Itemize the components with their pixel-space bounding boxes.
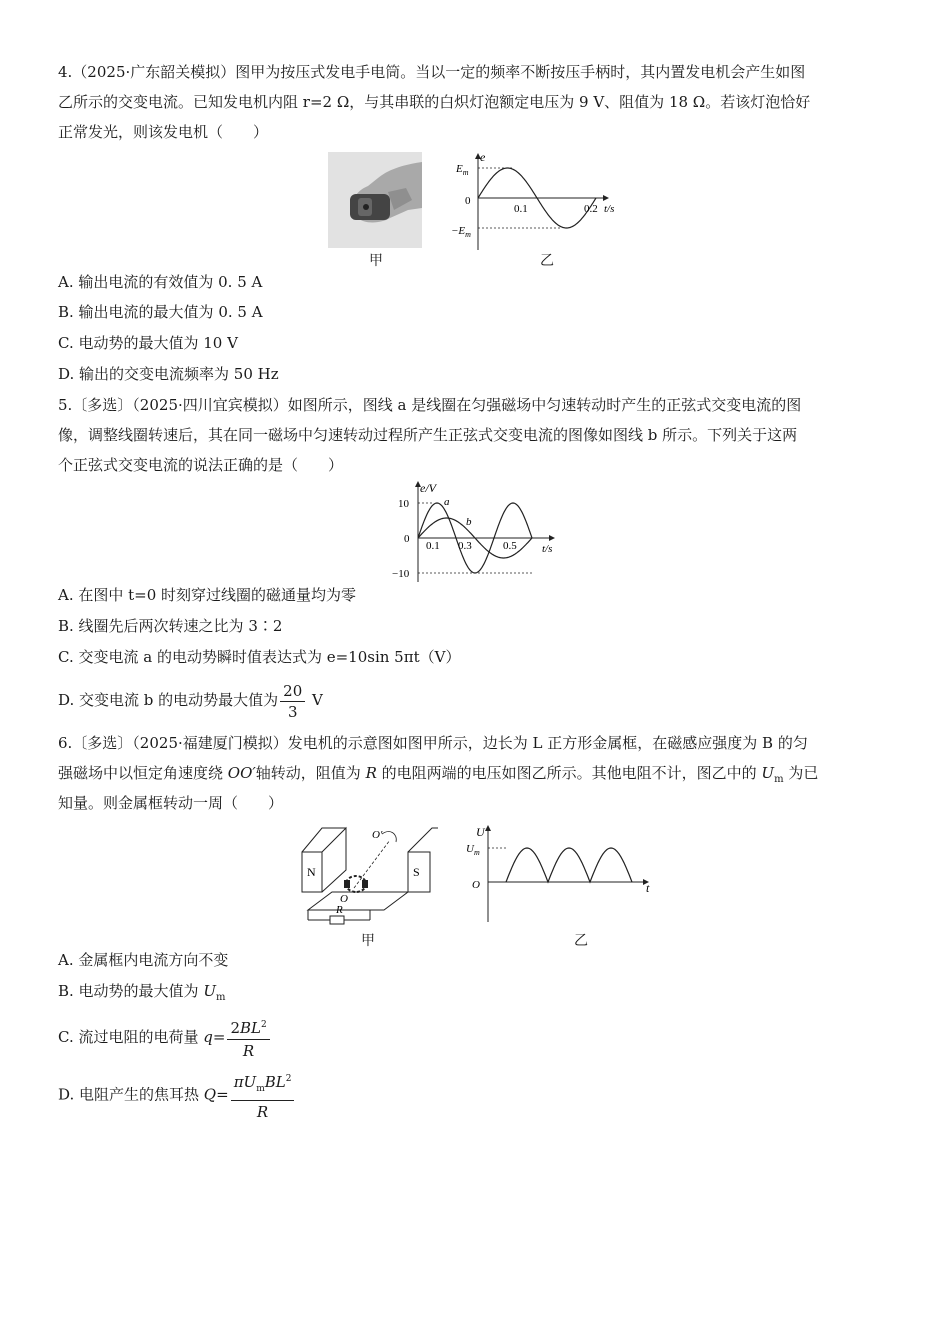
q5-stem-line1: 5.〔多选〕（2025·四川宜宾模拟）如图所示，图线 a 是线圈在匀强磁场中匀速转动时产生的正弦式交变电流的图 xyxy=(58,396,802,414)
q6-option-c xyxy=(58,1012,272,1062)
q6-stem-line2: 强磁场中以恒定角速度绕 OO′轴转动，阻值为 R 的电阻两端的电压如图乙所示。其他电阻不计，图乙中的 $U_m$ 为已 xyxy=(58,764,819,785)
q5-stem-line2: 像，调整线圈转速后，其在同一磁场中匀速转动过程所产生正弦式交变电流的图像如图线 b 所示。下列关于这两 xyxy=(58,426,798,444)
q5-stem-line3: 个正弦式交变电流的说法正确的是（ ） xyxy=(58,456,344,474)
q6-option-d xyxy=(58,1068,296,1123)
q5-option-d-fraction xyxy=(280,681,305,722)
q5-option-a: A. 在图中 t=0 时刻穿过线圈的磁通量均为零 xyxy=(58,586,357,604)
q6-option-b: B. 电动势的最大值为 $U_m$ xyxy=(58,982,226,1003)
q5-label-a: a xyxy=(444,496,450,508)
q4-tick-02: 0.2 xyxy=(584,203,598,215)
q4-option-a: A. 输出电流的有效值为 0. 5 A xyxy=(58,273,263,291)
q6-caption-jia: 甲 xyxy=(361,933,375,949)
q6-voltage-graph xyxy=(462,822,662,924)
q6-c-num: $2BL^2$ xyxy=(227,1014,269,1040)
q4-emax-label: $E_m$ xyxy=(456,163,469,177)
q5-option-d xyxy=(58,678,323,722)
axis-o-prime-label: O′ xyxy=(372,829,383,841)
q6-c-den: R xyxy=(242,1042,255,1060)
q5-option-c: C. 交变电流 a 的电动势瞬时值表达式为 e=10sin 5πt（V） xyxy=(58,648,461,666)
q5-option-d-unit: V xyxy=(312,691,323,709)
q4-origin-label: 0 xyxy=(465,195,471,207)
q4-stem-line3: 正常发光，则该发电机（ ） xyxy=(58,123,269,141)
q5-ymax-label: 10 xyxy=(398,498,409,510)
q6-option-c-text: C. 流过电阻的电荷量 q= xyxy=(58,1028,226,1046)
q6-y-label: U xyxy=(476,825,485,839)
q4-option-b: B. 输出电流的最大值为 0. 5 A xyxy=(58,303,263,321)
q6-option-d-fraction xyxy=(231,1068,295,1123)
q4-tick-01: 0.1 xyxy=(514,203,528,215)
q5-tick-05: 0.5 xyxy=(503,540,517,552)
q4-x-label: t/s xyxy=(604,203,615,215)
q6-caption-yi: 乙 xyxy=(574,933,588,949)
q4-emf-graph xyxy=(448,150,628,252)
q6-stem-line1: 6.〔多选〕（2025·福建厦门模拟）发电机的示意图如图甲所示，边长为 L 正方形金属框，在磁感应强度为 B 的匀 xyxy=(58,734,808,752)
q5-tick-01: 0.1 xyxy=(426,540,440,552)
q6-d-den: R xyxy=(256,1103,269,1121)
q6-option-c-fraction xyxy=(227,1014,269,1062)
q5-emf-graph xyxy=(382,478,572,584)
q5-frac-num: 20 xyxy=(280,681,305,702)
q4-stem-line2: 乙所示的交变电流。已知发电机内阻 r=2 Ω，与其串联的白炽灯泡额定电压为 9 V、阻值为 18 Ω。若该灯泡恰好 xyxy=(58,93,811,111)
q5-option-d-text: D. 交变电流 b 的电动势最大值为 xyxy=(58,691,279,709)
q5-option-b: B. 线圈先后两次转速之比为 3∶2 xyxy=(58,617,283,635)
magnet-n-label: N xyxy=(307,865,316,879)
q6-generator-diagram xyxy=(300,822,440,930)
q6-option-d-text: D. 电阻产生的焦耳热 Q= xyxy=(58,1085,229,1104)
q5-frac-den: 3 xyxy=(287,702,298,721)
q4-caption-yi: 乙 xyxy=(540,253,554,269)
q6-d-num: $\pi U_mBL^2$ xyxy=(231,1068,295,1101)
q4-option-c: C. 电动势的最大值为 10 V xyxy=(58,334,238,352)
q4-stem-line1: 4.（2025·广东韶关模拟）图甲为按压式发电手电筒。当以一定的频率不断按压手柄时，其内置发电机会产生如图 xyxy=(58,63,806,81)
q6-origin-label: O xyxy=(472,879,480,891)
q5-ymin-label: −10 xyxy=(392,568,410,580)
q4-y-label: e xyxy=(480,150,486,164)
q5-tick-03: 0.3 xyxy=(458,540,472,552)
q5-origin-label: 0 xyxy=(404,533,410,545)
q4-option-d: D. 输出的交变电流频率为 50 Hz xyxy=(58,365,279,383)
q6-umax-label: $U_m$ xyxy=(466,843,480,857)
q5-x-label: t/s xyxy=(542,543,553,555)
q5-label-b: b xyxy=(466,516,472,528)
q5-y-label: e/V xyxy=(420,481,436,495)
q6-stem-line3: 知量。则金属框转动一周（ ） xyxy=(58,794,284,812)
q6-option-a: A. 金属框内电流方向不变 xyxy=(58,951,229,969)
q4-emin-label: $-E_m$ xyxy=(451,225,471,239)
q6-x-label: t xyxy=(646,881,650,895)
resistor-r-label: R xyxy=(336,904,343,916)
flashlight-photo xyxy=(328,152,422,248)
axis-o-label: O xyxy=(340,893,348,905)
magnet-s-label: S xyxy=(413,865,420,879)
q4-caption-jia: 甲 xyxy=(369,253,383,269)
